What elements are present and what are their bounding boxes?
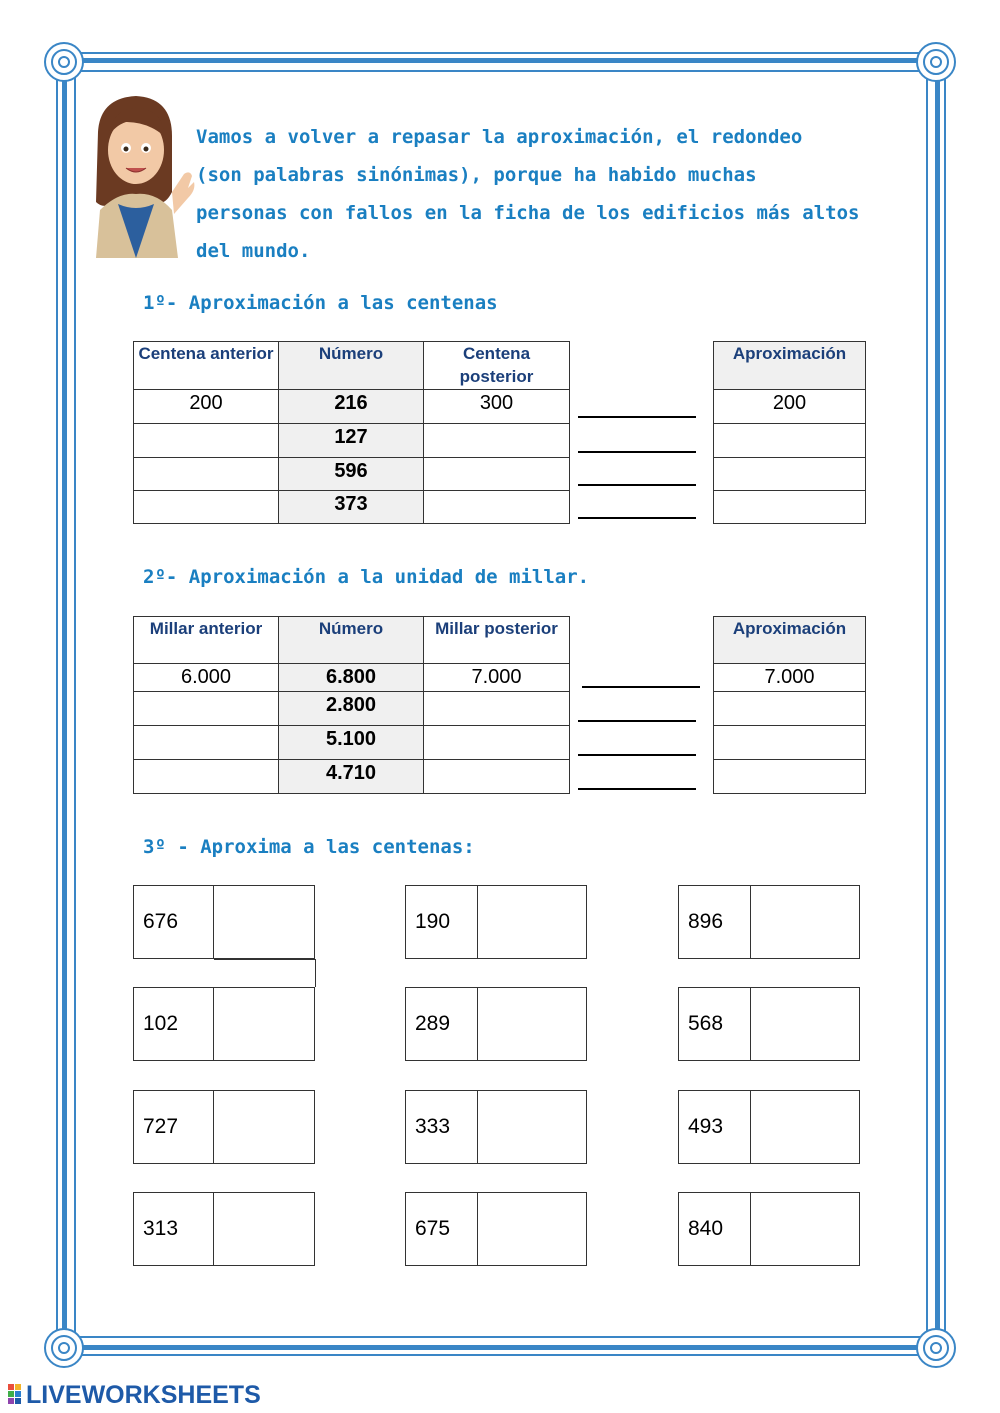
liveworksheets-logo[interactable]: LIVEWORKSHEETS (26, 1381, 261, 1409)
approx-cell[interactable] (714, 692, 866, 726)
rounding-box (133, 1192, 315, 1266)
rounding-number: 896 (679, 886, 751, 958)
next-cell[interactable] (424, 458, 570, 491)
frame-line-bottom (62, 1354, 940, 1356)
number-cell: 6.800 (279, 664, 424, 692)
next-cell[interactable] (424, 692, 570, 726)
section2-approx-table (713, 616, 866, 794)
rounding-number: 675 (406, 1193, 478, 1265)
prev-cell[interactable] (134, 760, 279, 794)
approx-cell[interactable]: 200 (714, 390, 866, 424)
rounding-box (405, 1090, 587, 1164)
rounding-number: 102 (134, 988, 214, 1060)
prev-cell[interactable] (134, 692, 279, 726)
rounding-answer-field[interactable] (214, 1193, 314, 1265)
answer-blank-line[interactable] (578, 451, 696, 453)
frame-corner-ornament-icon (42, 40, 86, 84)
approx-cell[interactable] (714, 491, 866, 524)
number-cell: 373 (279, 491, 424, 524)
next-cell[interactable]: 300 (424, 390, 570, 424)
rounding-answer-field[interactable] (751, 886, 859, 958)
section3-title: 3º - Aproxima a las centenas: (143, 836, 475, 858)
rounding-answer-field[interactable] (478, 1091, 586, 1163)
prev-cell[interactable]: 6.000 (134, 664, 279, 692)
next-cell[interactable] (424, 491, 570, 524)
section1-table (133, 341, 570, 524)
rounding-number: 289 (406, 988, 478, 1060)
section2-table (133, 616, 570, 794)
rounding-number: 840 (679, 1193, 751, 1265)
approx-cell[interactable] (714, 424, 866, 458)
intro-line: personas con fallos en la ficha de los edificios más altos (196, 202, 860, 224)
prev-cell[interactable] (134, 491, 279, 524)
number-cell: 216 (279, 390, 424, 424)
section2-title: 2º- Aproximación a la unidad de millar. (143, 566, 590, 588)
header-millar-posterior: Millar posterior (424, 617, 570, 664)
prev-cell[interactable] (134, 726, 279, 760)
answer-blank-line[interactable] (578, 720, 696, 722)
approx-cell[interactable] (714, 726, 866, 760)
prev-cell[interactable]: 200 (134, 390, 279, 424)
rounding-number: 333 (406, 1091, 478, 1163)
frame-corner-ornament-icon (914, 1326, 958, 1370)
intro-line: (son palabras sinónimas), porque ha habido muchas (196, 164, 757, 186)
section1-approx-table (713, 341, 866, 524)
intro-line: del mundo. (196, 240, 311, 262)
rounding-answer-field[interactable] (478, 1193, 586, 1265)
rounding-number: 676 (134, 886, 214, 958)
divider-line (315, 959, 316, 987)
approx-cell[interactable]: 7.000 (714, 664, 866, 692)
rounding-box (133, 885, 315, 959)
rounding-box (405, 987, 587, 1061)
answer-blank-line[interactable] (578, 484, 696, 486)
divider-line (214, 959, 316, 960)
answer-blank-line[interactable] (578, 517, 696, 519)
rounding-box (678, 1192, 860, 1266)
number-cell: 2.800 (279, 692, 424, 726)
rounding-answer-field[interactable] (751, 1091, 859, 1163)
intro-line: Vamos a volver a repasar la aproximación, el redondeo (196, 126, 803, 148)
answer-blank-line[interactable] (582, 686, 700, 688)
prev-cell[interactable] (134, 424, 279, 458)
intro-text (196, 118, 896, 270)
rounding-box (133, 987, 315, 1061)
header-numero: Número (279, 617, 424, 664)
header-aproximacion: Aproximación (714, 342, 866, 390)
rounding-answer-field[interactable] (751, 1193, 859, 1265)
rounding-answer-field[interactable] (214, 1091, 314, 1163)
rounding-box (405, 885, 587, 959)
next-cell[interactable] (424, 726, 570, 760)
answer-blank-line[interactable] (578, 416, 696, 418)
rounding-box (678, 885, 860, 959)
next-cell[interactable] (424, 760, 570, 794)
answer-blank-line[interactable] (578, 754, 696, 756)
rounding-number: 727 (134, 1091, 214, 1163)
number-cell: 5.100 (279, 726, 424, 760)
section1-title: 1º- Aproximación a las centenas (143, 292, 498, 314)
rounding-box (133, 1090, 315, 1164)
frame-line-top (62, 52, 940, 54)
approx-cell[interactable] (714, 760, 866, 794)
teacher-avatar-icon (92, 92, 196, 258)
next-cell[interactable] (424, 424, 570, 458)
rounding-answer-field[interactable] (214, 886, 314, 958)
rounding-number: 493 (679, 1091, 751, 1163)
header-centena-anterior: Centena anterior (134, 342, 279, 390)
rounding-number: 568 (679, 988, 751, 1060)
rounding-number: 190 (406, 886, 478, 958)
rounding-answer-field[interactable] (478, 886, 586, 958)
number-cell: 127 (279, 424, 424, 458)
rounding-number: 313 (134, 1193, 214, 1265)
approx-cell[interactable] (714, 458, 866, 491)
header-millar-anterior: Millar anterior (134, 617, 279, 664)
prev-cell[interactable] (134, 458, 279, 491)
answer-blank-line[interactable] (578, 788, 696, 790)
rounding-answer-field[interactable] (214, 988, 314, 1060)
rounding-box (678, 1090, 860, 1164)
rounding-box (678, 987, 860, 1061)
number-cell: 4.710 (279, 760, 424, 794)
header-numero: Número (279, 342, 424, 390)
rounding-box (405, 1192, 587, 1266)
header-aproximacion: Aproximación (714, 617, 866, 664)
number-cell: 596 (279, 458, 424, 491)
header-centena-posterior: Centena posterior (424, 342, 570, 390)
frame-line-left (56, 58, 58, 1350)
liveworksheets-logo-icon (8, 1384, 22, 1408)
frame-corner-ornament-icon (42, 1326, 86, 1370)
frame-corner-ornament-icon (914, 40, 958, 84)
rounding-answer-field[interactable] (478, 988, 586, 1060)
next-cell[interactable]: 7.000 (424, 664, 570, 692)
frame-line-right (944, 58, 946, 1350)
rounding-answer-field[interactable] (751, 988, 859, 1060)
